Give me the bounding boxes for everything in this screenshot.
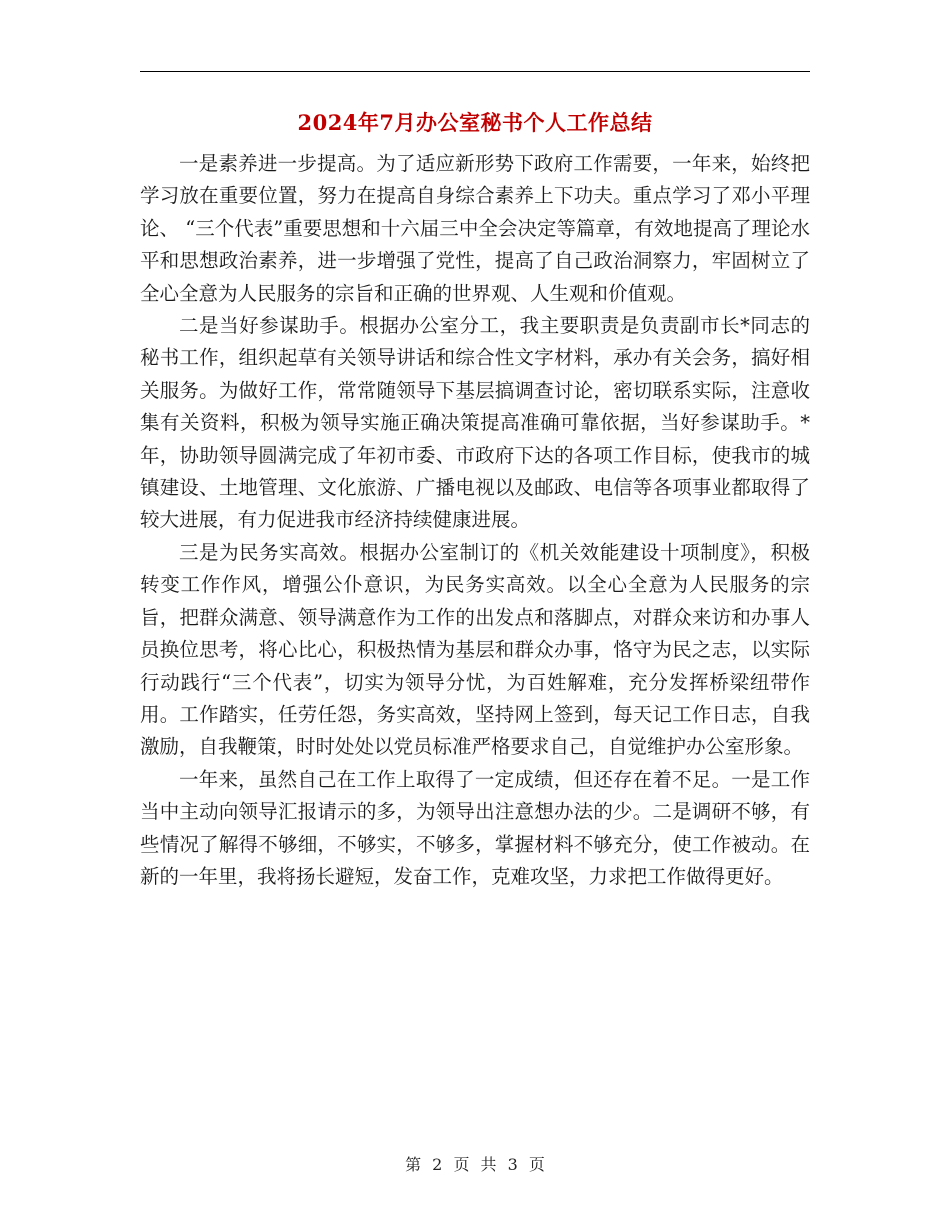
paragraph-3: 三是为民务实高效。根据办公室制订的《机关效能建设十项制度》，积极转变工作作风，增强公仆意识，为民务实高效。以全心全意为人民服务的宗旨，把群众满意、领导满意作为工作的出发点和落脚点，对群众来访和办事人员换位思考，将心比心，积极热情为基层和群众办事，恪守为民之志，以实际行动践行“三个代表”，切实为领导分忧，为百姓解难，充分发挥桥梁纽带作用。工作踏实，任劳任怨，务实高效，坚持网上签到，每天记工作日志，自我激励，自我鞭策，时时处处以党员标准严格要求自己，自觉维护办公室形象。 [140,540,810,759]
page-number-footer: 第 2 页 共 3 页 [405,1155,545,1174]
document-body [140,148,810,893]
document-title: 2024年7月办公室秘书个人工作总结 [297,110,653,135]
paragraph-1: 一是素养进一步提高。为了适应新形势下政府工作需要，一年来，始终把学习放在重要位置，努力在提高自身综合素养上下功夫。重点学习了邓小平理论、 “三个代表”重要思想和十六届三中全会决定等篇章，有效地提高了理论水平和思想政治素养，进一步增强了党性，提高了自己政治洞察力，牢固树立了全心全意为人民服务的宗旨和正确的世界观、人生观和价值观。 [140,152,810,305]
paragraph-2: 二是当好参谋助手。根据办公室分工，我主要职责是负责副市长*同志的秘书工作，组织起草有关领导讲话和综合性文字材料，承办有关会务，搞好相关服务。为做好工作，常常随领导下基层搞调查讨论，密切联系实际，注意收集有关资料，积极为领导实施正确决策提高准确可靠依据，当好参谋助手。*年，协助领导圆满完成了年初市委、市政府下达的各项工作目标，使我市的城镇建设、土地管理、文化旅游、广播电视以及邮政、电信等各项事业都取得了较大进展，有力促进我市经济持续健康进展。 [140,314,810,532]
header-rule [140,71,810,72]
paragraph-4: 一年来，虽然自己在工作上取得了一定成绩，但还存在着不足。一是工作当中主动向领导汇报请示的多，为领导出注意想办法的少。二是调研不够，有些情况了解得不够细，不够实，不够多，掌握材料不够充分，使工作被动。在新的一年里，我将扬长避短，发奋工作，克难攻坚，力求把工作做得更好。 [140,767,810,888]
